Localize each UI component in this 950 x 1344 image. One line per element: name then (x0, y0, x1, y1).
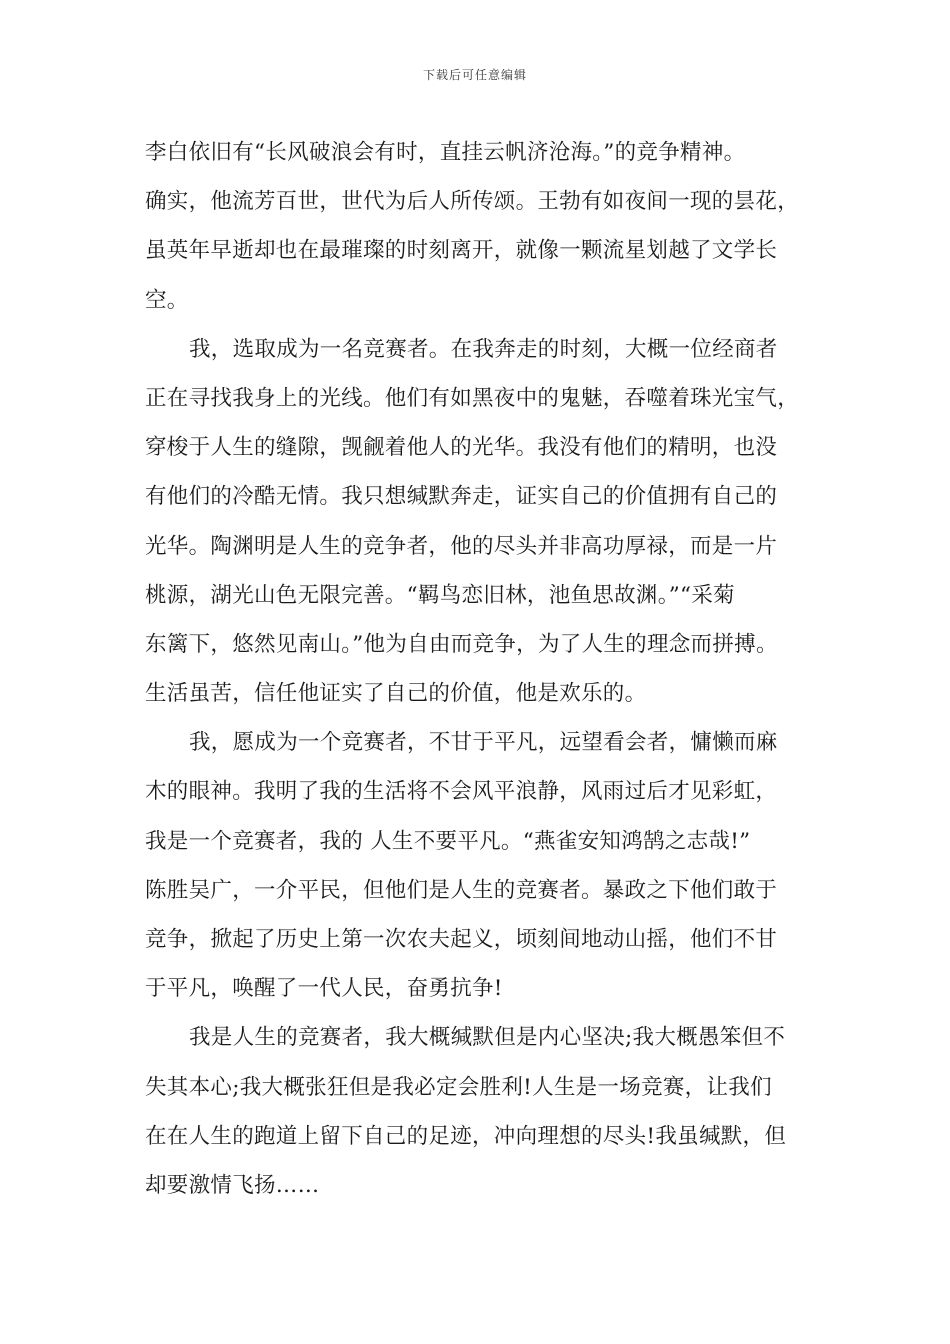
text-line: 桃源，湖光山色无限完善。“羁鸟恋旧林，池鱼思故渊。”“采菊 (145, 582, 735, 608)
text-line: 李白依旧有“长风破浪会有时，直挂云帆济沧海。”的竞争精神。 (145, 140, 746, 165)
document-body (145, 128, 805, 1210)
text-line: 确实，他流芳百世，世代为后人所传颂。王勃有如夜间一现的昙花， (145, 189, 800, 215)
page-header: 下载后可任意编辑 (422, 68, 527, 82)
text-line: 虽英年早逝却也在最璀璨的时刻离开，就像一颗流星划越了文学长 (145, 238, 778, 264)
text-line: 我是人生的竞赛者，我大概缄默但是内心坚决;我大概愚笨但不 (189, 1025, 786, 1051)
text-line: 光华。陶渊明是人生的竞争者，他的尽头并非高功厚禄，而是一片 (145, 533, 778, 559)
text-line: 正在寻找我身上的光线。他们有如黑夜中的鬼魅，吞噬着珠光宝气， (145, 385, 800, 411)
text-line: 我，选取成为一名竞赛者。在我奔走的时刻，大概一位经商者 (189, 336, 778, 362)
text-line: 有他们的冷酷无情。我只想缄默奔走，证实自己的价值拥有自己的 (145, 484, 778, 510)
text-line: 竞争，掀起了历史上第一次农夫起义，顷刻间地动山摇，他们不甘 (145, 927, 778, 952)
paragraph-3 (145, 718, 805, 1013)
text-line: 于平凡，唤醒了一代人民，奋勇抗争! (145, 976, 503, 1002)
text-line: 在在人生的跑道上留下自己的足迹，冲向理想的尽头!我虽缄默，但 (145, 1123, 787, 1149)
text-line: 我，愿成为一个竞赛者，不甘于平凡，远望看会者，慵懒而麻 (189, 730, 778, 756)
paragraph-1 (145, 128, 805, 325)
text-line: 却要激情飞扬…… (145, 1172, 320, 1198)
text-line: 陈胜吴广，一介平民，但他们是人生的竞赛者。暴政之下他们敢于 (145, 877, 778, 903)
text-line: 穿梭于人生的缝隙，觊觎着他人的光华。我没有他们的精明，也没 (145, 435, 778, 461)
text-line: 失其本心;我大概张狂但是我必定会胜利!人生是一场竞赛，让我们 (145, 1074, 772, 1100)
text-line: 生活虽苦，信任他证实了自己的价值，他是欢乐的。 (145, 681, 647, 707)
paragraph-2 (145, 325, 805, 719)
text-line: 木的眼神。我明了我的生活将不会风平浪静，风雨过后才见彩虹， (145, 779, 778, 805)
text-line: 东篱下，悠然见南山。”他为自由而竞争，为了人生的理念而拼搏。 (145, 631, 778, 657)
paragraph-4 (145, 1013, 805, 1210)
text-line: 空。 (145, 287, 189, 313)
text-line: 我是一个竞赛者，我的 人生不要平凡。“燕雀安知鸿鹄之志哉!” (145, 828, 751, 854)
